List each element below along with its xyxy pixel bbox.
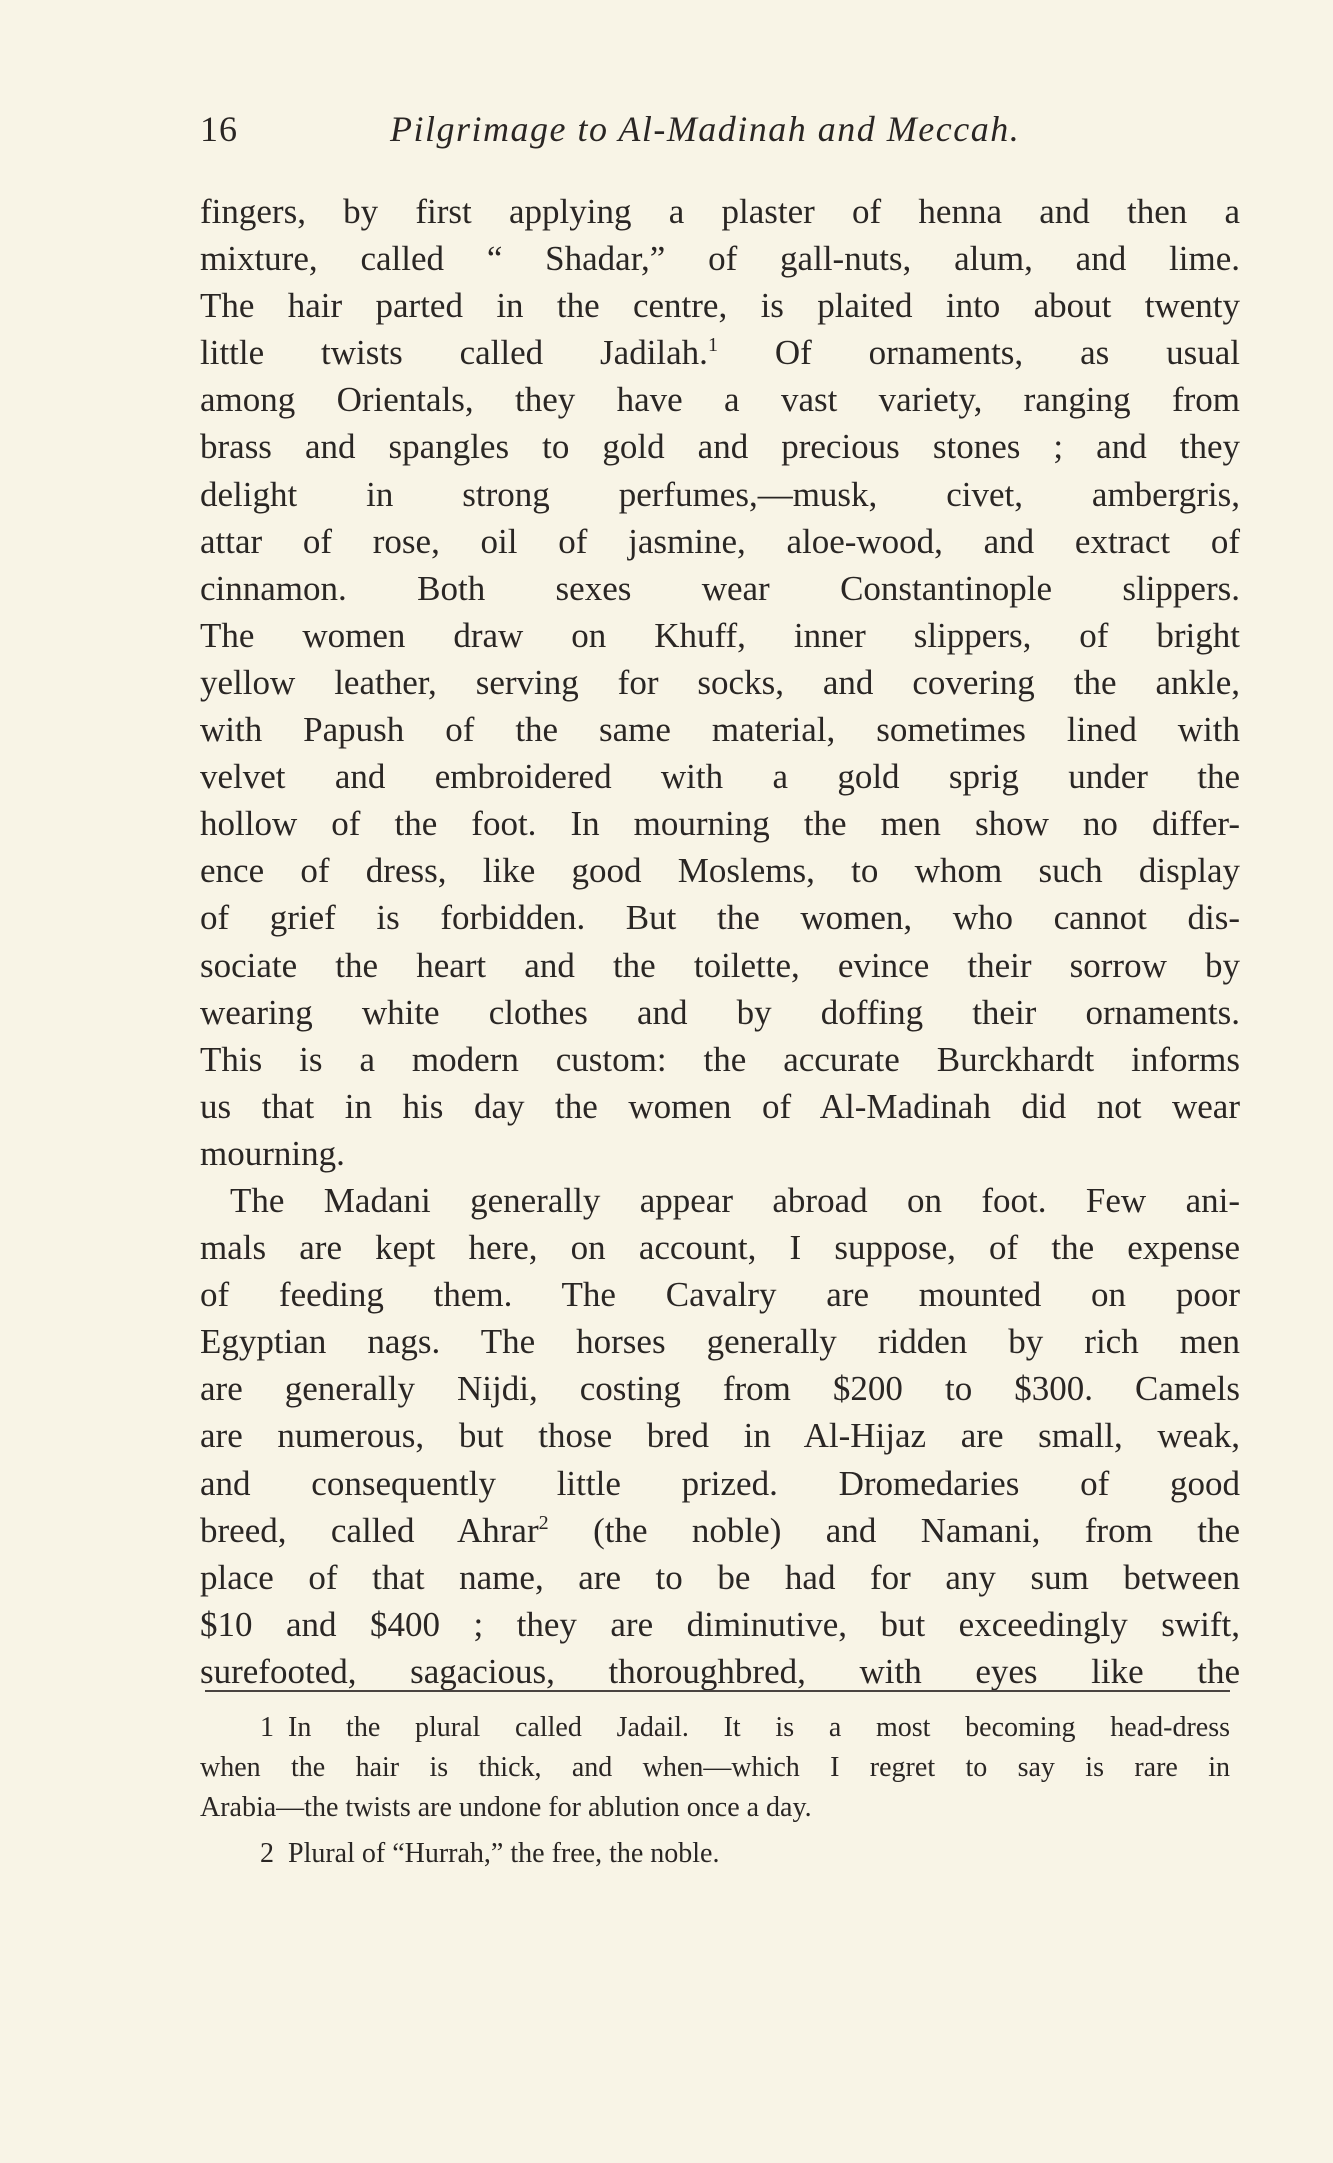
text-line: and consequently little prized. Dromedaries of good [200, 1463, 1240, 1503]
footnote-number: 2 [260, 1838, 274, 1869]
text-segment: (the noble) and Namani, from the [548, 1510, 1241, 1550]
text-line: surefooted, sagacious, thoroughbred, with eyes like the [200, 1651, 1240, 1691]
body-text [200, 188, 1240, 1695]
text-line: mixture, called “ Shadar,” of gall-nuts, alum, and lime. [200, 239, 1240, 279]
footnote-1 [200, 1708, 1230, 1828]
text-line: cinnamon. Both sexes wear Constantinople slippers. [200, 568, 1240, 608]
text-line: velvet and embroidered with a gold sprig under the [200, 757, 1240, 797]
text-segment: little twists called Jadilah. [200, 333, 708, 373]
text-line [200, 1507, 1240, 1554]
text-line [200, 329, 1240, 376]
footnotes [200, 1708, 1230, 1874]
text-line: $10 and $400 ; they are diminutive, but exceedingly swift, [200, 1604, 1240, 1644]
text-line: place of that name, are to be had for any sum between [200, 1557, 1240, 1597]
running-title: Pilgrimage to Al-Madinah and Meccah. [390, 109, 1021, 149]
text-line: The hair parted in the centre, is plaited into about twenty [200, 286, 1240, 326]
text-line: The women draw on Khuff, inner slippers, of bright [200, 615, 1240, 655]
footnote-text: Plural of “Hurrah,” the free, the noble. [288, 1838, 720, 1869]
text-segment: Of ornaments, as usual [717, 333, 1240, 373]
footnote-line [200, 1834, 1230, 1874]
text-line: among Orientals, they have a vast variety, ranging from [200, 380, 1240, 420]
text-line: are numerous, but those bred in Al-Hijaz are small, weak, [200, 1416, 1240, 1456]
text-segment: breed, called Ahrar [200, 1510, 539, 1550]
text-line: ence of dress, like good Moslems, to whom such display [200, 851, 1240, 891]
text-line: Egyptian nags. The horses generally ridden by rich men [200, 1322, 1240, 1362]
text-line: fingers, by first applying a plaster of henna and then a [200, 192, 1240, 231]
text-line: are generally Nijdi, costing from $200 to $300. Camels [200, 1369, 1240, 1409]
footnote-line [200, 1708, 1230, 1748]
footnote-reference-1[interactable]: 1 [707, 334, 718, 357]
text-line: delight in strong perfumes,—musk, civet, ambergris, [200, 474, 1240, 514]
footnote-reference-2[interactable]: 2 [538, 1511, 549, 1534]
text-line: with Papush of the same material, sometimes lined with [200, 710, 1240, 750]
footnote-line: Arabia—the twists are undone for ablution once a day. [200, 1792, 812, 1823]
text-line: wearing white clothes and by doffing their ornaments. [200, 992, 1240, 1032]
footnote-divider [205, 1690, 1230, 1692]
footnote-2 [200, 1834, 1230, 1874]
text-line: attar of rose, oil of jasmine, aloe-wood, and extract of [200, 521, 1240, 561]
text-line: sociate the heart and the toilette, evince their sorrow by [200, 945, 1240, 985]
text-line: of grief is forbidden. But the women, who cannot dis- [200, 898, 1240, 938]
footnote-line: when the hair is thick, and when—which I regret to say is rare in [200, 1752, 1230, 1783]
text-line: hollow of the foot. In mourning the men show no differ- [200, 804, 1240, 844]
text-line: us that in his day the women of Al-Madinah did not wear [200, 1086, 1240, 1126]
running-head [200, 108, 1240, 158]
text-line: This is a modern custom: the accurate Burckhardt informs [200, 1039, 1240, 1079]
text-line: of feeding them. The Cavalry are mounted on poor [200, 1275, 1240, 1315]
text-line: yellow leather, serving for socks, and covering the ankle, [200, 662, 1240, 702]
text-line: The Madani generally appear abroad on foot. Few ani- [230, 1180, 1240, 1220]
text-line: mals are kept here, on account, I suppose, of the expense [200, 1228, 1240, 1268]
footnote-number: 1 [260, 1712, 274, 1743]
text-line: mourning. [200, 1133, 345, 1173]
text-line: brass and spangles to gold and precious stones ; and they [200, 427, 1240, 467]
page-number: 16 [200, 109, 238, 149]
footnote-text: In the plural called Jadail. It is a most becoming head-dress [288, 1712, 1230, 1743]
